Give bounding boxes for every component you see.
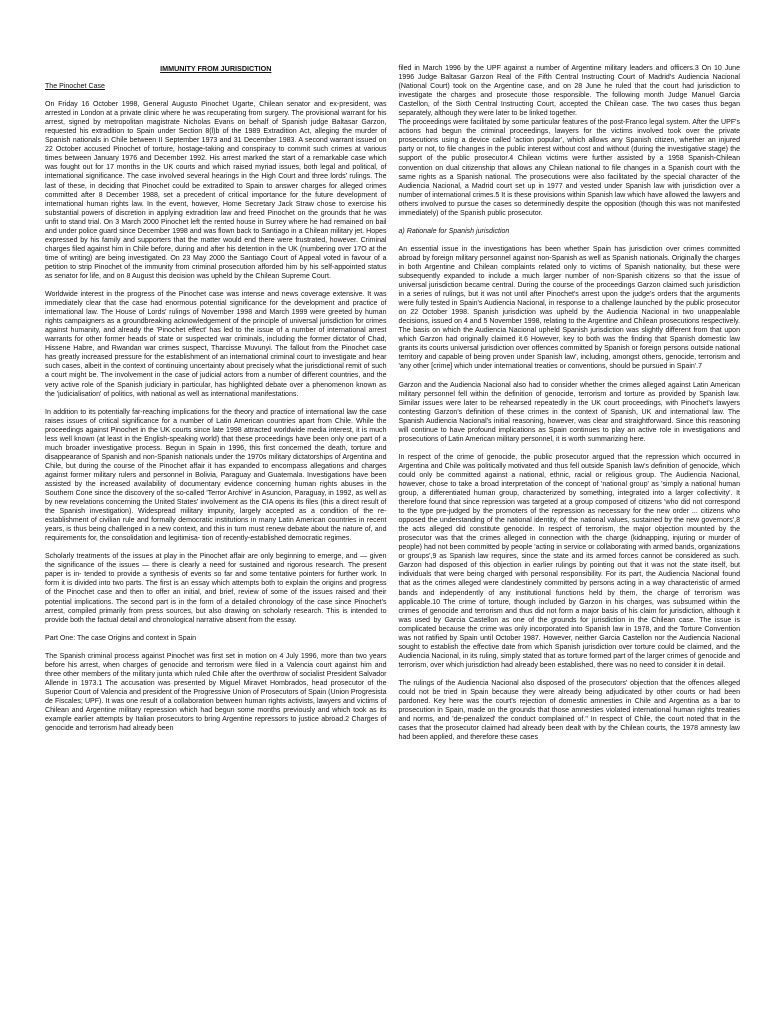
paragraph: In addition to its potentially far-reaching implications for the theory and practice of international law the case raises issues of critical significance for a number of Latin American countries apart from Chile. While the proceedings against Pinochet in the UK courts since late 1998 attracted worldwide media interest, it is much less well known (at least in the English-speaking world) that these proceedings have been only one part of a much broader investigative process. Begun in Spain in 1996, this first concerned the death, torture and disappearance of Spanish and non-Spanish nationals under the 1970s military dictatorships of Argentina and Chile, but during the course of the Pinochet affair it has expanded to encompass allegations and charges against former military rulers and personnel in Bolivia, Paraguay and Guatemala. Investigations have been assisted by the increased availability of documentary evidence concerning human rights abuses in the Southern Cone since the discovery of the so-called 'Terror Archive' in Asuncion, Paraguay, in 1992, as well as by new revelations concerning the United States' involvement as the CIA opens its files (this a direct result of the Spanish investigation). Widespread military impunity, largely accepted as a condition of the re-establishment of civilian rule and formally democratic institutions in many Latin American countries in recent years, is thus being challenged in a new context, and this in turn must renew debate about the nature of, and requirements for, the consolidation and legitimisa- tion of recently-established democratic regimes. xyxy=(45,408,387,543)
part-one-heading: Part One: The case Origins and context in Spain xyxy=(45,634,197,642)
paragraph: Worldwide interest in the progress of the Pinochet case was intense and news coverage extensive. It was immediately clear that the case had enormous potential significance for the development and practice of international law. The House of Lords' rulings of November 1998 and March 1999 were greeted by human rights campaigners as a groundbreaking acknowledgement of the principle of universal jurisdiction for crimes against humanity, and already the 'Pinochet effect' has led to the issue of a number of international arrest warrants for other former heads of state or suspected war criminals, including the former dictator of Chad, Hissene Habre, and Rwandan war crimes suspect, Tharcisse Muvunyi. The fallout from the Pinochet case has greatly increased pressure for the establishment of an international criminal court to investigate and hear such cases, albeit in the context of continuing uncertainty about precisely what the jurisdictional remit of such a court might be. The involvement in the case of judicial actors from a number of different countries, and the very active role of the Spanish judiciary in particular, has highlighted debate over a phenomenon known as the 'judicialisation' of politics, with national as well as international manifestations. xyxy=(45,291,387,398)
paragraph: The Spanish criminal process against Pinochet was first set in motion on 4 July 1996, more than two years before his arrest, when charges of genocide and terrorism were filed in a Valencia court against him and three other members of the military junta which ruled Chile after the overthrow of socialist President Salvador Allende in 1973.1 The accusation was presented by Miguel Miravet Hombrados, head prosecutor of the Superior Court of Valencia and president of the Progressive Union of Prosecutors of Spain (Union Progresista de Fiscales; UPF). It was one result of a collaboration between human rights activists, lawyers and victims of Chilean and Argentine military repression which had begun some months previously and which took as its example earlier attempts by Italian prosecutors to bring Argentine repressors to justice abroad.2 Charges of genocide and terrorism had already been xyxy=(45,652,387,733)
paragraph: On Friday 16 October 1998, General Augusto Pinochet Ugarte, Chilean senator and ex-president, was arrested in London at a private clinic where he was recuperating from surgery. The provisional warrant for his arrest, signed by metropolitan magistrate Nicholas Evans on behalf of Spanish judge Baltasar Garzon, requested his extradition to Spain under Section 8(l)b of the 1989 Extradition Act, alleging the murder of Spanish nationals in Chile between II September 1973 and 31 December 1983. A second warrant issued on 22 October accused Pinochet of torture, hostage-taking and conspiracy to commit such crimes at various times between January 1976 and December 1992. His arrest marked the start of a remarkable case which was fought out for 17 months in the UK courts and which raised myriad issues, both legal and political, of international significance. The case involved several hearings in the High Court and three lords' rulings. The last of these, in deciding that Pinochet could be extradited to Spain to answer charges for alleged crimes committed after 8 December 1988, set a precedent of critical importance for the future development of international human rights law. In the event, however, Home Secretary Jack Straw chose to exercise his substantial powers of discretion in applying extradition law and freed Pinochet on the grounds that he was unfit to stand trial. On 3 March 2000 Pinochet left the rented house in Surrey where he had remained on bail and under police guard since December 1998 and was flown back to Santiago in a Chilean military jet. Hopes expressed by his family and supporters that the matter would end there were frustrated, however. Criminal charges filed against him in Chile before, during and after his detention in the UK (numbering over 17O at the time of writing) are being investigated. On 23 May 2000 the Santiago Court of Appeal voted in favour of a petition to strip Pinochet of the immunity from criminal prosecution afforded him by his self-appointed status as senator for life, and on 8 August this decision was upheld by the Chilean Supreme Court. xyxy=(45,101,387,280)
left-column xyxy=(45,64,387,1024)
paragraph: An essential issue in the investigations has been whether Spain has jurisdiction over crimes committed abroad by foreign military personnel against non-Spanish as well as Spanish nationals. Originally the charges in both Argentine and Chilean complaints related only to victims of Spanish nationality, but these were subsequently expanded to include a much larger number of non-Spanish citizens so that the issue of universal jurisdiction became central. During the course of the proceedings Garzon claimed such jurisdiction in a series of rulings, but it was not until after Pinochet's arrest upon the judge's orders that the arguments were fully tested in Spain's Audiencia Nacional, in response to a challenge launched by the public prosecutor on 22 October 1998. Spanish jurisdiction was upheld by the Audiencia Nacional in two unappealable decisions, issued on 4 and 5 November 1998, relating to the Argentine and Chilean prosecutions respectively. The basis on which the Audiencia Nacional upheld Spanish jurisdiction was slightly different from that upon which Garzon had originally claimed it.6 However, key to both was the finding that Spanish domestic law grants its courts universal jurisdiction over offences committed by Spanish or foreign persons outside national territory and capable of being proven under Spanish law', including, amongst others, genocide, terrorism and 'any other [crime] which under international treaties or conventions, should be pursued in Spain'.7 xyxy=(398,245,740,371)
paragraph: Scholarly treatments of the issues at play in the Pinochet affair are only beginning to emerge, and — given the significance of the issues — there is clearly a need for sustained and rigorous research. The present paper is in- tended to provide a synthesis of events so far and some tentative pointers for further work. In form it is divided into two parts. The first is an essay which attempts both to explain the origins and progress of the Pinochet case and then to offer an initial, and brief, review of some of the issues raised and their potential implications. The second part is in the form of a detailed chronology of the case since Pinochet's arrest, compiled primarily from press sources, but also drawing on scholarly research. This is intended to provide both the factual detail and chronological narrative absent from the essay. xyxy=(45,553,387,624)
paragraph: The proceedings were facilitated by some particular features of the post-Franco legal system. After the UPF's actions had begun the criminal proceedings, lawyers for the victims involved took over the private prosecutions using a device called 'action popular', which allows any Spanish citizen, whether an injured party or not, to file changes in the public interest without cost and without (during the investigative stage) the support of the public prosecutor.4 Chilean victims were further assisted by a 1958 Spanish-Chilean convention on dual citizenship that allows any Chilean national to file changes in a Spanish court with the same rights as a Spanish national. The prosecutions were also facilitated by the special character of the Audiencia Nacional, a Madrid court set up in 1977 and vested under Spanish law with jurisdiction over a number of international crimes.5 It is these provisions within Spanish law which have allowed the lawyers and others involved to pursue the cases so determinedly despite the opposition (though this was not manifested immediately) of the Spanish public prosecutor. xyxy=(398,119,740,217)
paragraph: Garzon and the Audiencia Nacional also had to consider whether the crimes alleged against Latin American military personnel fell within the definition of genocide, terrorism and torture as provided by Spanish law. Similar issues were later to be rehearsed repeatedly in the UK court proceedings, with Pinochet's lawyers contesting Garzon's definition of these crimes in the context of Spanish, UK and international law. The Spanish Audiencia Nacional's initial reasoning, however, was clear and straightforward. Since this reasoning will continue to have profound implications as Spain continues to play an active role in investigations and prosecutions of Latin American military personnel, it is worth summarizing here. xyxy=(398,381,740,443)
document-title: IMMUNITY FROM JURISDICTION xyxy=(160,64,272,73)
paragraph: In respect of the crime of genocide, the public prosecutor argued that the repression which occurred in Argentina and Chile was politically motivated and thus fell outside Spanish law's definition of genocide, which could only be committed against a national, ethnic, racial or religious group. The Audiencia Nacional, however, chose to take a broad interpretation of the concept of 'national group' as 'simply a national human group, a differentiated human group, characterized by something, integrated into a larger collectivity'. It therefore found that since repression was targeted at a group composed of citizens 'who did not correspond to the type pre-judged by the promoters of the repression as necessary for the new order ... citizens who opposed the understanding of the national identity, of the national values, sustained by the new governors',8 the acts alleged did constitute genocide. In respect of terrorism, the major objection mounted by the prosecutor was that the crimes alleged in connection with the charge (kidnapping, injuring or murder of people) had not been committed by people 'acting in service or collaborating with armed bands, organizations or groups',9 as Spanish law requires, since the state and its armed forces cannot be considered as such. Garzon had disposed of this objection in earlier rulings by pointing out that it was not the state itself, but individuals that were being charged with personal responsibility. For its part, the Audiencia Nacional found that as the crimes alleged were clandestinely committed by persons acting in a way characteristic of armed bands and independently of any institutional functions held by them, the charge of terrorism was applicable.10 The crime of torture, though included by Garzon in his charges, was subsumed within the crimes of genocide and terrorism and thus did not form a major basis of his claim for jurisdiction, although it was used by Garcia Castellon as one of the grounds for jurisdiction in the Chilean case. The issue is complicated because the crime was only incorporated into Spanish law in 1978, and the Torture Convention was not ratified by Spain until October 1987. However, neither Garcia Castellon nor the Audiencia Nacional sought to establish the effective date from which Spanish jurisdiction over torture could be claimed, and the Audiencia Nacional, in its ruling, simply stated that as torture formed part of the larger crimes of genocide and terrorism, over which jurisdiction had already been established, there was no need to consider it in detail. xyxy=(398,453,740,669)
subsection-heading: a) Rationale for Spanish jurisdiction xyxy=(398,227,510,235)
section-heading: The Pinochet Case xyxy=(45,83,105,91)
paragraph: filed in March 1996 by the UPF against a number of Argentine military leaders and officers.3 On 10 June 1996 Judge Baltasar Garzon Real of the Fifth Central Instructing Court of Madrid's Audiencia Nacional (National Court) took on the Argentine case, and on 28 June he ruled that the court had jurisdiction to investigate the charges and prosecute those responsible. The following month Judge Manuel Garcia Castellon, of the Sixth Central Instructing Court, accepted the Chilean case. The two cases thus began separately, although they were later to be linked together. xyxy=(398,65,740,118)
right-column xyxy=(399,64,741,1024)
paragraph: The rulings of the Audiencia Nacional also disposed of the prosecutors' objection that the offences alleged could not be tried in Spain because they were already being adjudicated by other courts or had been pardoned. Key here was the court's rejection of domestic amnesties in Chile and Argentina as a bar to prosecution in Spain, made on the grounds that those amnesties violated international human rights treaties and norms, and 'de-penalized' the conduct complained of." In respect of Chile, the court noted that in the cases that the prosecutor claimed had already been dealt with by the Chilean courts, the 1978 amnesty law had been applied, and therefore these cases xyxy=(398,679,740,742)
